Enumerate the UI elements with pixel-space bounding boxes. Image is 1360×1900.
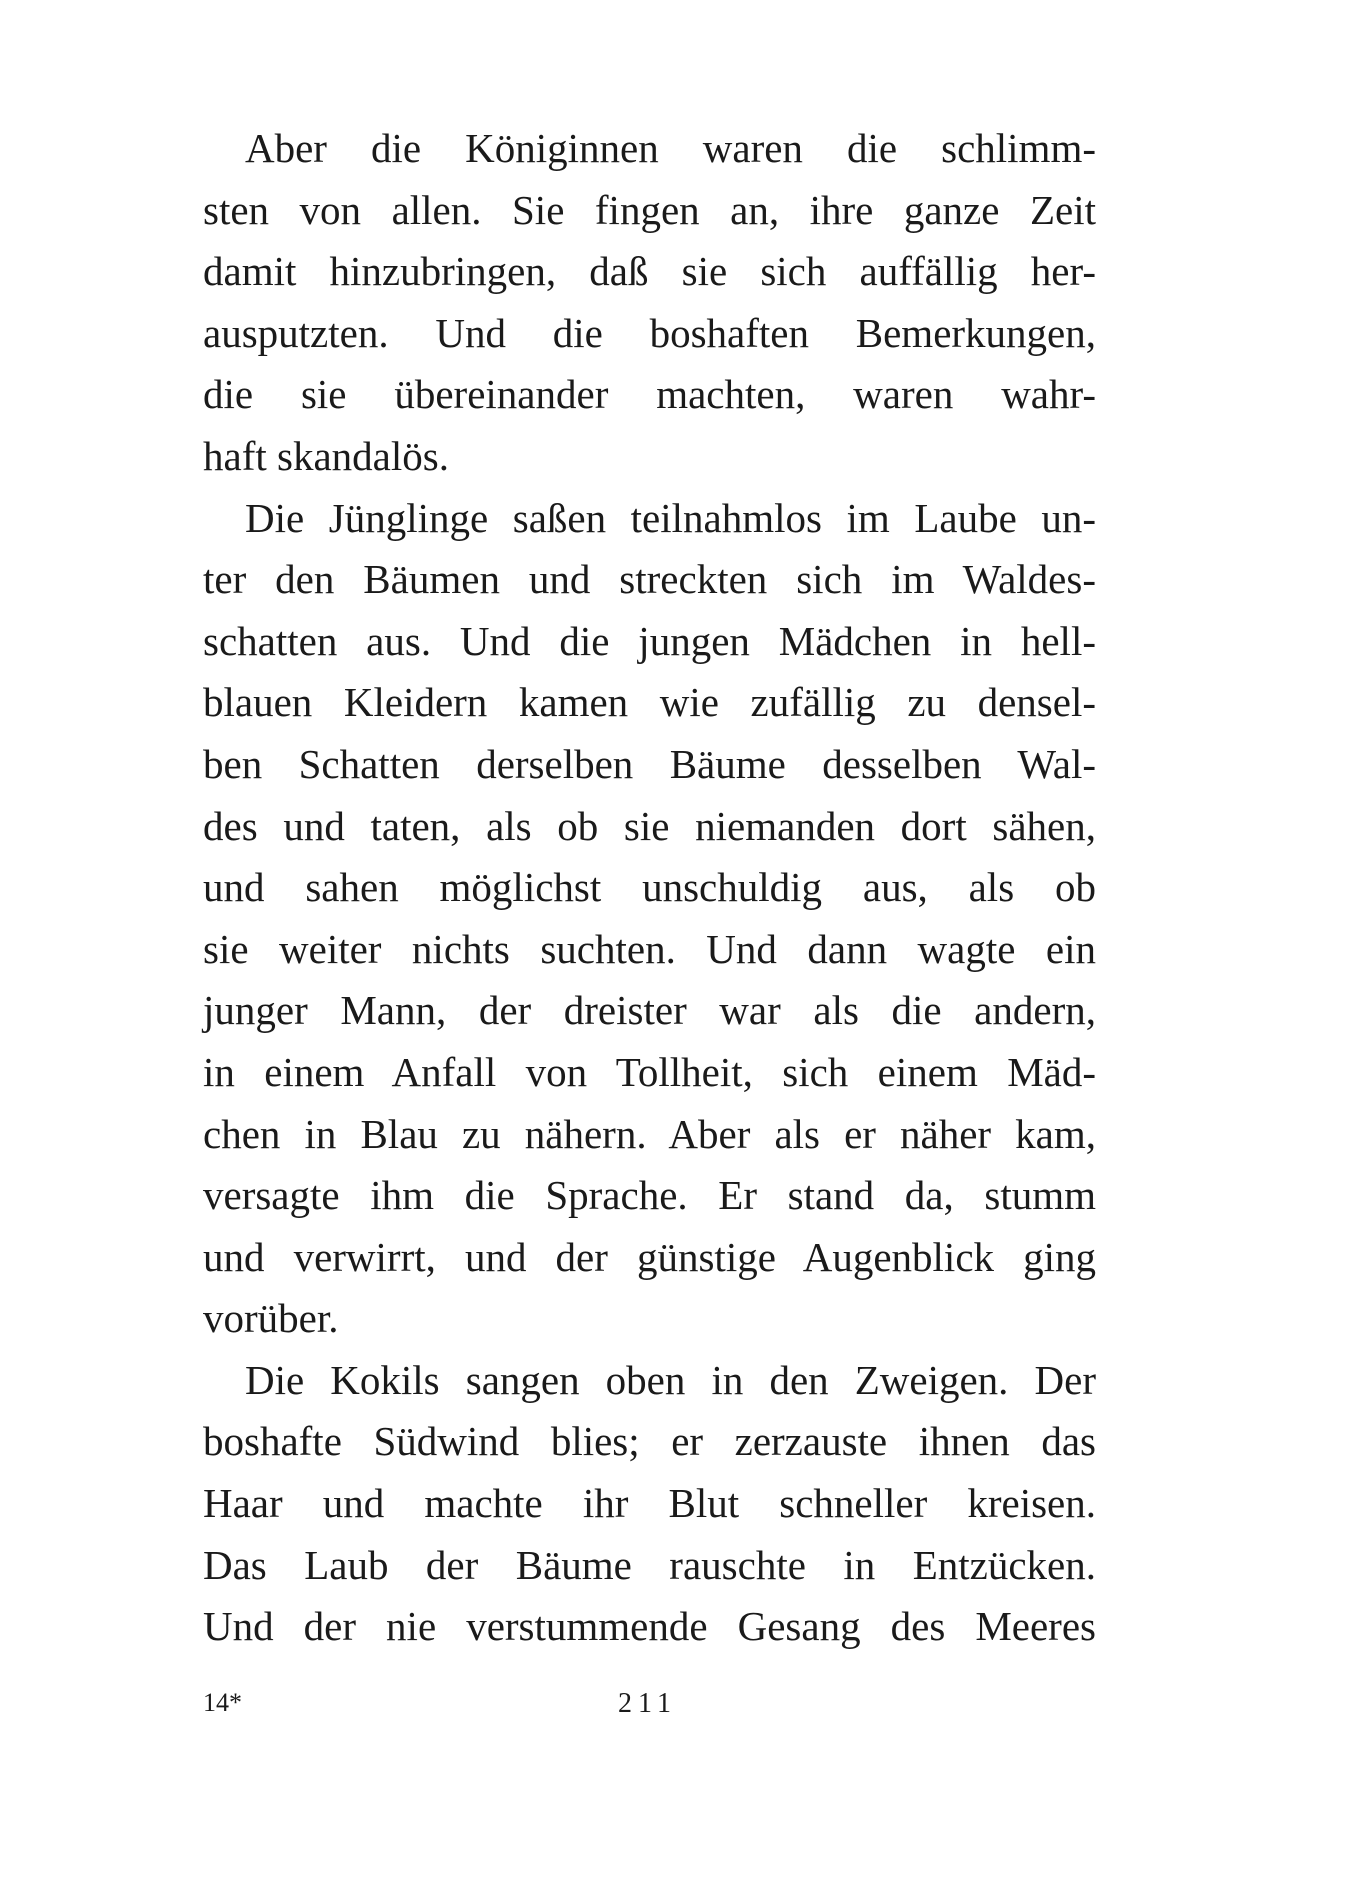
text-line: sten von allen. Sie fingen an, ihre ganze Zeit [203,186,1096,233]
text-line: Die Kokils sangen oben in den Zweigen. Der [245,1356,1096,1403]
text-line: vorüber. [203,1295,339,1342]
text-line: boshafte Südwind blies; er zerzauste ihnen das [203,1418,1096,1465]
text-line: Die Jünglinge saßen teilnahmlos im Laube un- [245,494,1096,541]
paragraph [203,488,1096,1350]
text-line: des und taten, als ob sie niemanden dort sähen, [203,802,1096,849]
text-line: ausputzten. Und die boshaften Bemerkungen, [203,309,1096,356]
text-line: Aber die Königinnen waren die schlimm- [245,125,1096,171]
text-line: die sie übereinander machten, waren wahr- [203,371,1096,418]
text-line: versagte ihm die Sprache. Er stand da, stumm [203,1172,1096,1219]
text-line: blauen Kleidern kamen wie zufällig zu densel- [203,679,1096,726]
text-line: junger Mann, der dreister war als die andern, [203,987,1096,1034]
text-line: damit hinzubringen, daß sie sich auffällig her- [203,248,1096,295]
paragraph [203,1350,1096,1658]
paragraph [203,118,1096,488]
signature-mark: 14* [203,1688,242,1717]
page-footer [203,1688,1096,1728]
page-number: 211 [618,1688,677,1719]
text-line: und sahen möglichst unschuldig aus, als ob [203,864,1096,911]
text-line: in einem Anfall von Tollheit, sich einem Mäd- [203,1048,1096,1095]
text-line: chen in Blau zu nähern. Aber als er näher kam, [203,1110,1096,1157]
text-line: Und der nie verstummende Gesang des Meeres [203,1603,1096,1650]
text-line: und verwirrt, und der günstige Augenblick ging [203,1233,1096,1280]
page-body [203,118,1096,1658]
text-line: schatten aus. Und die jungen Mädchen in hell- [203,617,1096,664]
text-line: ben Schatten derselben Bäume desselben Wal- [203,740,1096,787]
text-line: ter den Bäumen und streckten sich im Waldes- [203,556,1096,603]
text-line: haft skandalös. [203,432,449,479]
text-line: Das Laub der Bäume rauschte in Entzücken. [203,1541,1096,1588]
text-line: sie weiter nichts suchten. Und dann wagte ein [203,925,1096,972]
text-line: Haar und machte ihr Blut schneller kreisen. [203,1480,1096,1527]
